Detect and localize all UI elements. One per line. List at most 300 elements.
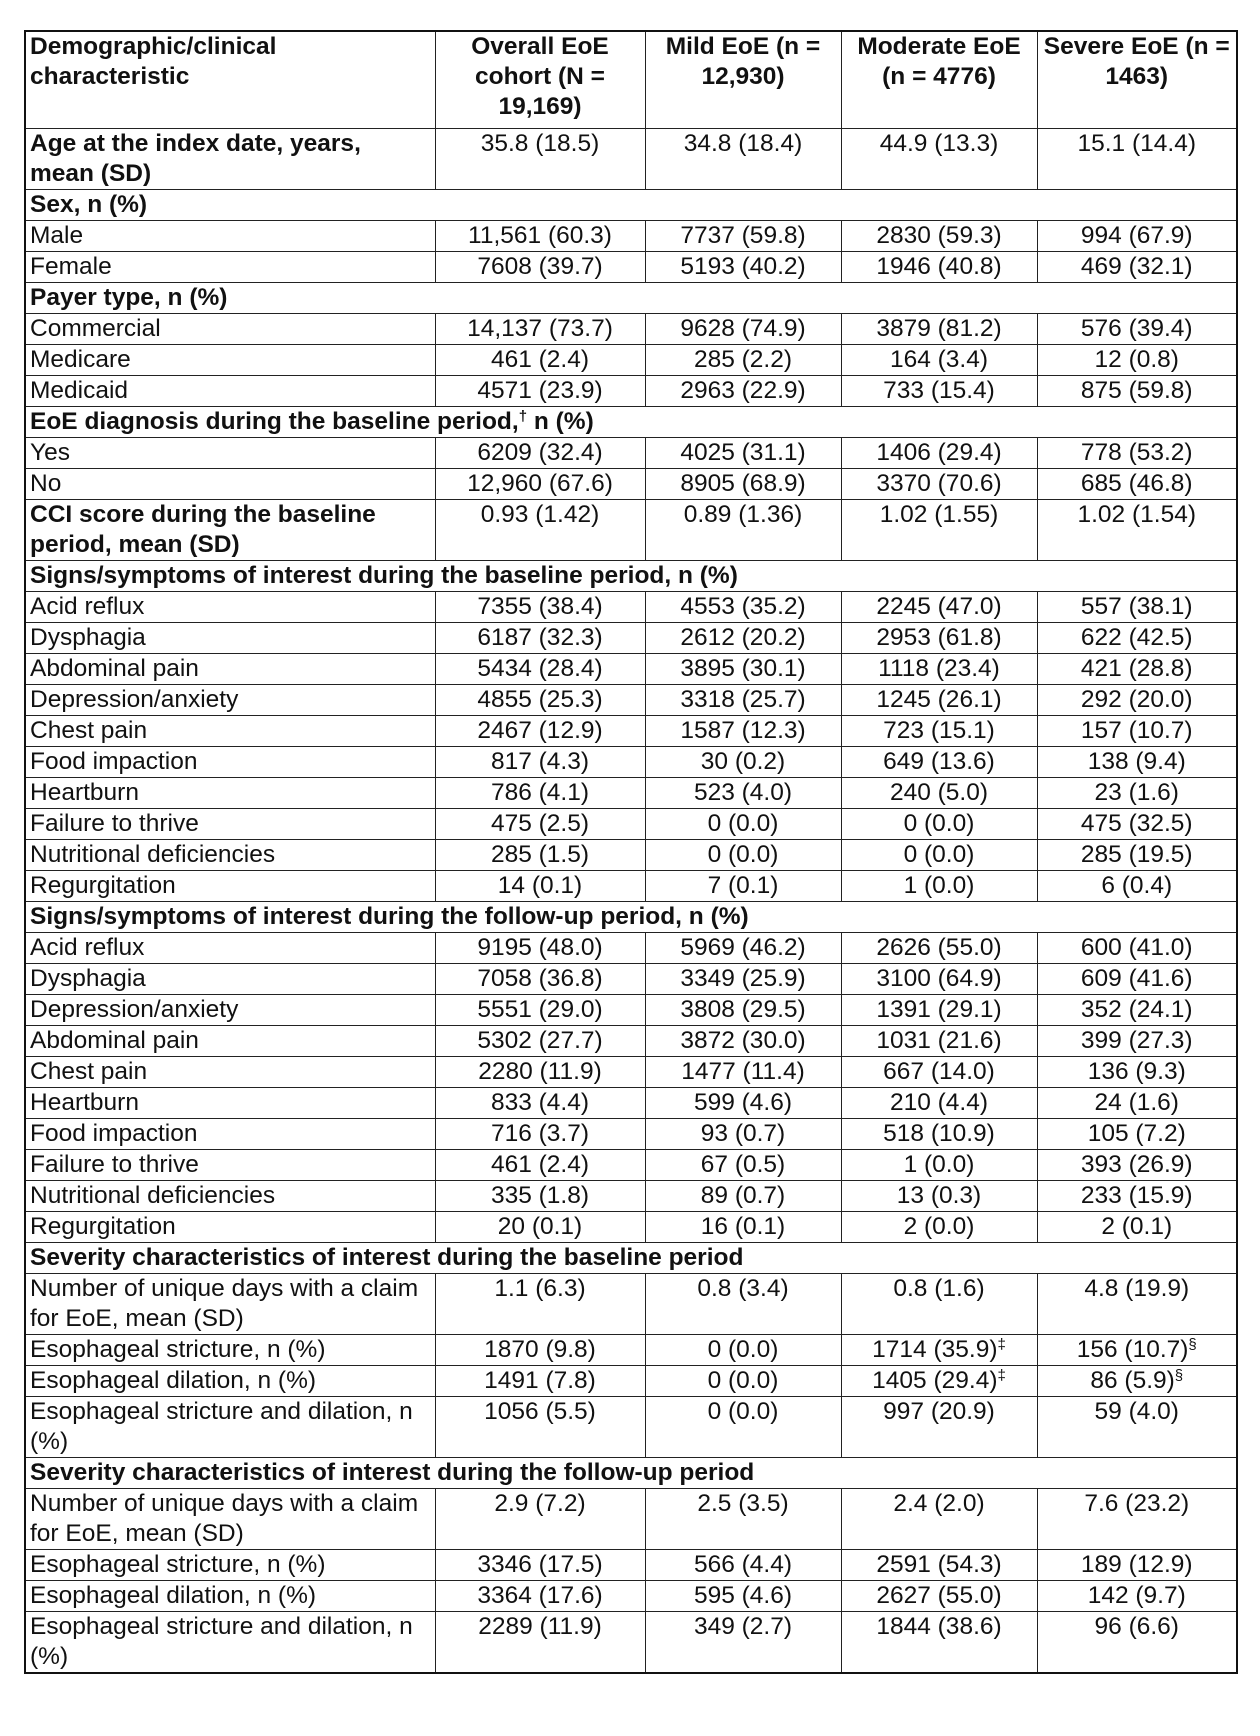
- cell-text: 0.8 (3.4): [697, 1275, 789, 1302]
- cell-text: 518 (10.9): [883, 1120, 995, 1147]
- cell-value: [1037, 1335, 1237, 1366]
- cell-value: [435, 314, 645, 345]
- cell-value: [841, 221, 1037, 252]
- row-label: Dysphagia: [25, 964, 435, 995]
- cell-value: [645, 1366, 841, 1397]
- cell-text: 14 (0.1): [497, 872, 583, 899]
- cell-text: 3895 (30.1): [680, 655, 806, 682]
- cell-text: 622 (42.5): [1080, 624, 1193, 651]
- cell-value: [1037, 685, 1237, 716]
- section-header: [25, 283, 1237, 314]
- cell-value: [1037, 654, 1237, 685]
- cell-text: 0.93 (1.42): [480, 501, 600, 528]
- section-header-row: [25, 1243, 1237, 1274]
- cell-value: [645, 964, 841, 995]
- cell-value: [841, 1150, 1037, 1181]
- table-row: [25, 1181, 1237, 1212]
- cell-text: 11,561 (60.3): [468, 222, 612, 249]
- cell-text: 833 (4.4): [490, 1089, 590, 1116]
- cell-value: [645, 376, 841, 407]
- cell-value: [841, 500, 1037, 561]
- cell-value: [645, 747, 841, 778]
- cell-text: 3808 (29.5): [680, 996, 806, 1023]
- cell-text: 2953 (61.8): [876, 624, 1002, 651]
- cell-value: [841, 747, 1037, 778]
- table-row: [25, 1366, 1237, 1397]
- cell-text: 0 (0.0): [903, 841, 975, 868]
- row-label: Failure to thrive: [25, 809, 435, 840]
- cell-value: [435, 221, 645, 252]
- cell-text: 2280 (11.9): [478, 1058, 602, 1085]
- cell-value: [645, 1088, 841, 1119]
- cell-value: [435, 840, 645, 871]
- cell-value: [435, 778, 645, 809]
- row-label: Regurgitation: [25, 871, 435, 902]
- row-label: Number of unique days with a claim for EoE, mean (SD): [25, 1489, 435, 1550]
- cell-text: 24 (1.6): [1094, 1089, 1179, 1116]
- cell-value: [435, 1088, 645, 1119]
- table-row: [25, 1550, 1237, 1581]
- section-header: [25, 407, 1237, 438]
- cell-text: 595 (4.6): [693, 1582, 793, 1609]
- footnote-marker: ‡: [997, 1336, 1006, 1353]
- cell-value: [435, 1581, 645, 1612]
- cell-text: 93 (0.7): [700, 1120, 786, 1147]
- cell-text: 475 (32.5): [1080, 810, 1193, 837]
- cell-value: [645, 314, 841, 345]
- cell-text: 3364 (17.6): [477, 1582, 603, 1609]
- cell-text: 599 (4.6): [693, 1089, 793, 1116]
- cell-value: [645, 685, 841, 716]
- cell-value: [645, 1274, 841, 1335]
- cell-text: 2245 (47.0): [876, 593, 1002, 620]
- section-label: Sex, n (%): [30, 191, 148, 218]
- cell-value: [435, 345, 645, 376]
- cell-value: [645, 469, 841, 500]
- cell-value: [841, 623, 1037, 654]
- cell-text: 233 (15.9): [1080, 1182, 1193, 1209]
- table-row: [25, 129, 1237, 190]
- row-label: Esophageal stricture, n (%): [25, 1550, 435, 1581]
- table-row: [25, 1489, 1237, 1550]
- cell-value: [1037, 438, 1237, 469]
- section-header-row: [25, 190, 1237, 221]
- cell-value: [1037, 1550, 1237, 1581]
- cell-value: [841, 1119, 1037, 1150]
- cell-value: [841, 995, 1037, 1026]
- table-row: [25, 1581, 1237, 1612]
- row-label: Female: [25, 252, 435, 283]
- cell-value: [841, 1057, 1037, 1088]
- cell-value: [841, 1212, 1037, 1243]
- row-label: Heartburn: [25, 778, 435, 809]
- cell-text: 997 (20.9): [883, 1398, 995, 1425]
- cell-text: 7355 (38.4): [477, 593, 603, 620]
- cell-value: [841, 592, 1037, 623]
- cell-value: [645, 809, 841, 840]
- cell-value: [645, 871, 841, 902]
- cell-text: 1491 (7.8): [484, 1367, 596, 1394]
- cell-value: [435, 1550, 645, 1581]
- cell-text: 189 (12.9): [1080, 1551, 1193, 1578]
- cell-value: [1037, 1366, 1237, 1397]
- cell-value: [435, 1057, 645, 1088]
- table-row: [25, 685, 1237, 716]
- cell-text: 469 (32.1): [1080, 253, 1193, 280]
- cell-text: 2 (0.1): [1101, 1213, 1173, 1240]
- cell-value: [841, 809, 1037, 840]
- cell-value: [841, 933, 1037, 964]
- cell-text: 649 (13.6): [883, 748, 995, 775]
- cell-text: 240 (5.0): [889, 779, 989, 806]
- cell-text: 2626 (55.0): [876, 934, 1002, 961]
- row-label: Number of unique days with a claim for EoE, mean (SD): [25, 1274, 435, 1335]
- cell-text: 4571 (23.9): [477, 377, 603, 404]
- cell-text: 86 (5.9): [1090, 1367, 1175, 1394]
- cell-text: 421 (28.8): [1080, 655, 1193, 682]
- table-row: [25, 221, 1237, 252]
- row-label: Depression/anxiety: [25, 685, 435, 716]
- cell-text: 12 (0.8): [1094, 346, 1179, 373]
- cell-text: 1587 (12.3): [680, 717, 806, 744]
- cell-text: 557 (38.1): [1080, 593, 1193, 620]
- cell-value: [435, 995, 645, 1026]
- cell-value: [1037, 623, 1237, 654]
- section-label: Severity characteristics of interest during the follow-up period: [30, 1459, 755, 1486]
- cell-value: [1037, 252, 1237, 283]
- cell-value: [645, 221, 841, 252]
- cell-value: [645, 129, 841, 190]
- cell-value: [1037, 129, 1237, 190]
- cell-value: [435, 1489, 645, 1550]
- cell-value: [1037, 1088, 1237, 1119]
- cell-value: [1037, 1181, 1237, 1212]
- cell-value: [1037, 500, 1237, 561]
- cell-text: 609 (41.6): [1080, 965, 1193, 992]
- cell-value: [645, 1612, 841, 1674]
- row-label: Esophageal stricture and dilation, n (%): [25, 1612, 435, 1674]
- section-label-suffix: n (%): [527, 408, 594, 435]
- cell-value: [841, 1489, 1037, 1550]
- cell-text: 393 (26.9): [1080, 1151, 1193, 1178]
- row-label: Medicare: [25, 345, 435, 376]
- cell-text: 44.9 (13.3): [879, 130, 999, 157]
- cell-value: [1037, 747, 1237, 778]
- cell-text: 7058 (36.8): [477, 965, 603, 992]
- cell-value: [1037, 221, 1237, 252]
- section-label: Signs/symptoms of interest during the follow-up period, n (%): [30, 903, 749, 930]
- row-label: Acid reflux: [25, 933, 435, 964]
- row-label: Male: [25, 221, 435, 252]
- cell-value: [645, 623, 841, 654]
- cell-value: [841, 654, 1037, 685]
- cell-value: [841, 1581, 1037, 1612]
- cell-text: 349 (2.7): [693, 1613, 793, 1640]
- cell-text: 1.1 (6.3): [494, 1275, 586, 1302]
- cell-text: 2 (0.0): [903, 1213, 975, 1240]
- cell-text: 566 (4.4): [693, 1551, 793, 1578]
- cell-text: 0 (0.0): [903, 810, 975, 837]
- cell-text: 157 (10.7): [1080, 717, 1193, 744]
- cell-text: 6187 (32.3): [477, 624, 603, 651]
- row-label: Yes: [25, 438, 435, 469]
- cell-text: 16 (0.1): [700, 1213, 786, 1240]
- cell-text: 0 (0.0): [707, 810, 779, 837]
- cell-value: [841, 1550, 1037, 1581]
- cell-text: 285 (2.2): [693, 346, 793, 373]
- cell-value: [435, 1366, 645, 1397]
- cell-text: 335 (1.8): [490, 1182, 590, 1209]
- cell-text: 2.9 (7.2): [494, 1490, 586, 1517]
- cell-value: [435, 500, 645, 561]
- cell-value: [645, 1026, 841, 1057]
- cell-value: [645, 1150, 841, 1181]
- cell-text: 1714 (35.9): [872, 1336, 998, 1363]
- cell-text: 156 (10.7): [1076, 1336, 1189, 1363]
- row-label: Esophageal dilation, n (%): [25, 1366, 435, 1397]
- row-label: Commercial: [25, 314, 435, 345]
- cell-text: 15.1 (14.4): [1077, 130, 1196, 157]
- row-label: Abdominal pain: [25, 1026, 435, 1057]
- row-label: Failure to thrive: [25, 1150, 435, 1181]
- cell-value: [841, 1181, 1037, 1212]
- cell-text: 778 (53.2): [1080, 439, 1193, 466]
- cell-value: [841, 1274, 1037, 1335]
- cell-value: [435, 438, 645, 469]
- section-header-row: [25, 902, 1237, 933]
- table-row: [25, 809, 1237, 840]
- cell-value: [841, 1088, 1037, 1119]
- cell-text: 733 (15.4): [883, 377, 995, 404]
- cell-value: [1037, 778, 1237, 809]
- cell-text: 7.6 (23.2): [1084, 1490, 1190, 1517]
- characteristics-table: [24, 30, 1238, 1674]
- cell-value: [645, 1181, 841, 1212]
- cell-text: 2467 (12.9): [477, 717, 603, 744]
- cell-value: [645, 933, 841, 964]
- cell-value: [1037, 1274, 1237, 1335]
- cell-value: [841, 1335, 1037, 1366]
- cell-value: [1037, 1397, 1237, 1458]
- section-header: [25, 902, 1237, 933]
- cell-text: 1405 (29.4): [872, 1367, 998, 1394]
- table-row: [25, 871, 1237, 902]
- cell-value: [841, 129, 1037, 190]
- cell-text: 7 (0.1): [707, 872, 779, 899]
- cell-text: 667 (14.0): [883, 1058, 995, 1085]
- cell-text: 3879 (81.2): [876, 315, 1002, 342]
- header-overall: Overall EoE cohort (N = 19,169): [435, 31, 645, 129]
- cell-value: [645, 716, 841, 747]
- cell-text: 685 (46.8): [1080, 470, 1193, 497]
- table-row: [25, 1057, 1237, 1088]
- cell-text: 523 (4.0): [693, 779, 793, 806]
- table-row: [25, 654, 1237, 685]
- cell-text: 35.8 (18.5): [480, 130, 600, 157]
- cell-value: [1037, 995, 1237, 1026]
- cell-text: 1406 (29.4): [876, 439, 1002, 466]
- row-label: Esophageal stricture, n (%): [25, 1335, 435, 1366]
- cell-text: 1844 (38.6): [876, 1613, 1002, 1640]
- cell-text: 7737 (59.8): [680, 222, 806, 249]
- cell-value: [435, 871, 645, 902]
- section-header: [25, 1458, 1237, 1489]
- table-row: [25, 1212, 1237, 1243]
- row-label: Heartburn: [25, 1088, 435, 1119]
- table-row: [25, 1150, 1237, 1181]
- cell-text: 2.5 (3.5): [697, 1490, 789, 1517]
- cell-value: [1037, 592, 1237, 623]
- section-header-row: [25, 283, 1237, 314]
- cell-value: [841, 1026, 1037, 1057]
- cell-text: 461 (2.4): [490, 346, 590, 373]
- cell-text: 89 (0.7): [700, 1182, 786, 1209]
- section-label: EoE diagnosis during the baseline period,: [30, 408, 519, 435]
- cell-text: 20 (0.1): [497, 1213, 583, 1240]
- cell-text: 285 (1.5): [490, 841, 590, 868]
- table-row: [25, 314, 1237, 345]
- row-label: Chest pain: [25, 1057, 435, 1088]
- cell-text: 30 (0.2): [700, 748, 786, 775]
- cell-value: [1037, 716, 1237, 747]
- cell-value: [1037, 871, 1237, 902]
- table-row: [25, 252, 1237, 283]
- cell-value: [435, 1212, 645, 1243]
- cell-value: [645, 654, 841, 685]
- table-row: [25, 933, 1237, 964]
- row-label: Age at the index date, years, mean (SD): [25, 129, 435, 190]
- cell-text: 2612 (20.2): [680, 624, 806, 651]
- cell-text: 3349 (25.9): [680, 965, 806, 992]
- cell-text: 1.02 (1.55): [879, 501, 999, 528]
- cell-text: 399 (27.3): [1080, 1027, 1193, 1054]
- cell-text: 716 (3.7): [490, 1120, 590, 1147]
- row-label: Regurgitation: [25, 1212, 435, 1243]
- table-row: [25, 469, 1237, 500]
- cell-value: [841, 438, 1037, 469]
- cell-value: [1037, 1026, 1237, 1057]
- cell-text: 34.8 (18.4): [683, 130, 803, 157]
- cell-value: [1037, 809, 1237, 840]
- table-row: [25, 747, 1237, 778]
- cell-text: 0.8 (1.6): [893, 1275, 985, 1302]
- cell-value: [1037, 1212, 1237, 1243]
- table-row: [25, 592, 1237, 623]
- cell-text: 292 (20.0): [1080, 686, 1193, 713]
- cell-value: [435, 716, 645, 747]
- row-label: Chest pain: [25, 716, 435, 747]
- cell-value: [645, 438, 841, 469]
- row-label: Abdominal pain: [25, 654, 435, 685]
- footnote-marker: ‡: [997, 1367, 1006, 1384]
- row-label: CCI score during the baseline period, mean (SD): [25, 500, 435, 561]
- cell-value: [435, 809, 645, 840]
- cell-value: [645, 1119, 841, 1150]
- cell-value: [435, 1397, 645, 1458]
- cell-value: [1037, 964, 1237, 995]
- cell-value: [645, 778, 841, 809]
- cell-value: [1037, 1119, 1237, 1150]
- cell-text: 3872 (30.0): [680, 1027, 806, 1054]
- cell-text: 4553 (35.2): [680, 593, 806, 620]
- cell-text: 23 (1.6): [1094, 779, 1179, 806]
- cell-value: [1037, 933, 1237, 964]
- cell-value: [435, 964, 645, 995]
- cell-value: [841, 252, 1037, 283]
- cell-text: 461 (2.4): [490, 1151, 590, 1178]
- cell-text: 2963 (22.9): [680, 377, 806, 404]
- table-row: [25, 1612, 1237, 1674]
- cell-value: [645, 840, 841, 871]
- cell-value: [435, 1150, 645, 1181]
- header-mild: Mild EoE (n = 12,930): [645, 31, 841, 129]
- section-label: Severity characteristics of interest during the baseline period: [30, 1244, 744, 1271]
- cell-text: 142 (9.7): [1087, 1582, 1186, 1609]
- cell-text: 0 (0.0): [707, 1367, 779, 1394]
- table-row: [25, 376, 1237, 407]
- cell-text: 2289 (11.9): [478, 1613, 602, 1640]
- cell-value: [841, 314, 1037, 345]
- cell-value: [435, 129, 645, 190]
- cell-text: 1031 (21.6): [876, 1027, 1002, 1054]
- cell-value: [645, 1335, 841, 1366]
- cell-text: 5551 (29.0): [477, 996, 603, 1023]
- cell-value: [841, 345, 1037, 376]
- footnote-marker: †: [518, 408, 528, 425]
- cell-text: 96 (6.6): [1094, 1613, 1179, 1640]
- cell-value: [435, 1274, 645, 1335]
- row-label: Esophageal dilation, n (%): [25, 1581, 435, 1612]
- cell-text: 4025 (31.1): [680, 439, 806, 466]
- table-row: [25, 500, 1237, 561]
- section-header-row: [25, 407, 1237, 438]
- cell-text: 1118 (23.4): [878, 655, 1000, 682]
- row-label: Nutritional deficiencies: [25, 840, 435, 871]
- cell-text: 5434 (28.4): [477, 655, 603, 682]
- cell-text: 3370 (70.6): [876, 470, 1002, 497]
- table-row: [25, 840, 1237, 871]
- cell-text: 14,137 (73.7): [467, 315, 613, 342]
- row-label: Food impaction: [25, 747, 435, 778]
- footnote-marker: §: [1174, 1367, 1184, 1384]
- cell-text: 5302 (27.7): [477, 1027, 603, 1054]
- cell-text: 1391 (29.1): [876, 996, 1002, 1023]
- cell-text: 786 (4.1): [490, 779, 590, 806]
- cell-text: 600 (41.0): [1080, 934, 1193, 961]
- cell-value: [435, 933, 645, 964]
- cell-text: 4855 (25.3): [477, 686, 603, 713]
- cell-text: 164 (3.4): [889, 346, 989, 373]
- cell-value: [435, 376, 645, 407]
- row-label: Food impaction: [25, 1119, 435, 1150]
- cell-text: 7608 (39.7): [477, 253, 603, 280]
- table-row: [25, 964, 1237, 995]
- cell-value: [841, 1397, 1037, 1458]
- cell-text: 576 (39.4): [1080, 315, 1193, 342]
- cell-text: 59 (4.0): [1094, 1398, 1179, 1425]
- row-label: Nutritional deficiencies: [25, 1181, 435, 1212]
- table-row: [25, 1274, 1237, 1335]
- cell-value: [645, 1581, 841, 1612]
- cell-text: 475 (2.5): [490, 810, 590, 837]
- cell-value: [435, 1335, 645, 1366]
- cell-text: 2.4 (2.0): [893, 1490, 985, 1517]
- section-header-row: [25, 1458, 1237, 1489]
- cell-text: 1 (0.0): [903, 872, 975, 899]
- table-row: [25, 623, 1237, 654]
- cell-value: [645, 995, 841, 1026]
- cell-text: 5193 (40.2): [680, 253, 806, 280]
